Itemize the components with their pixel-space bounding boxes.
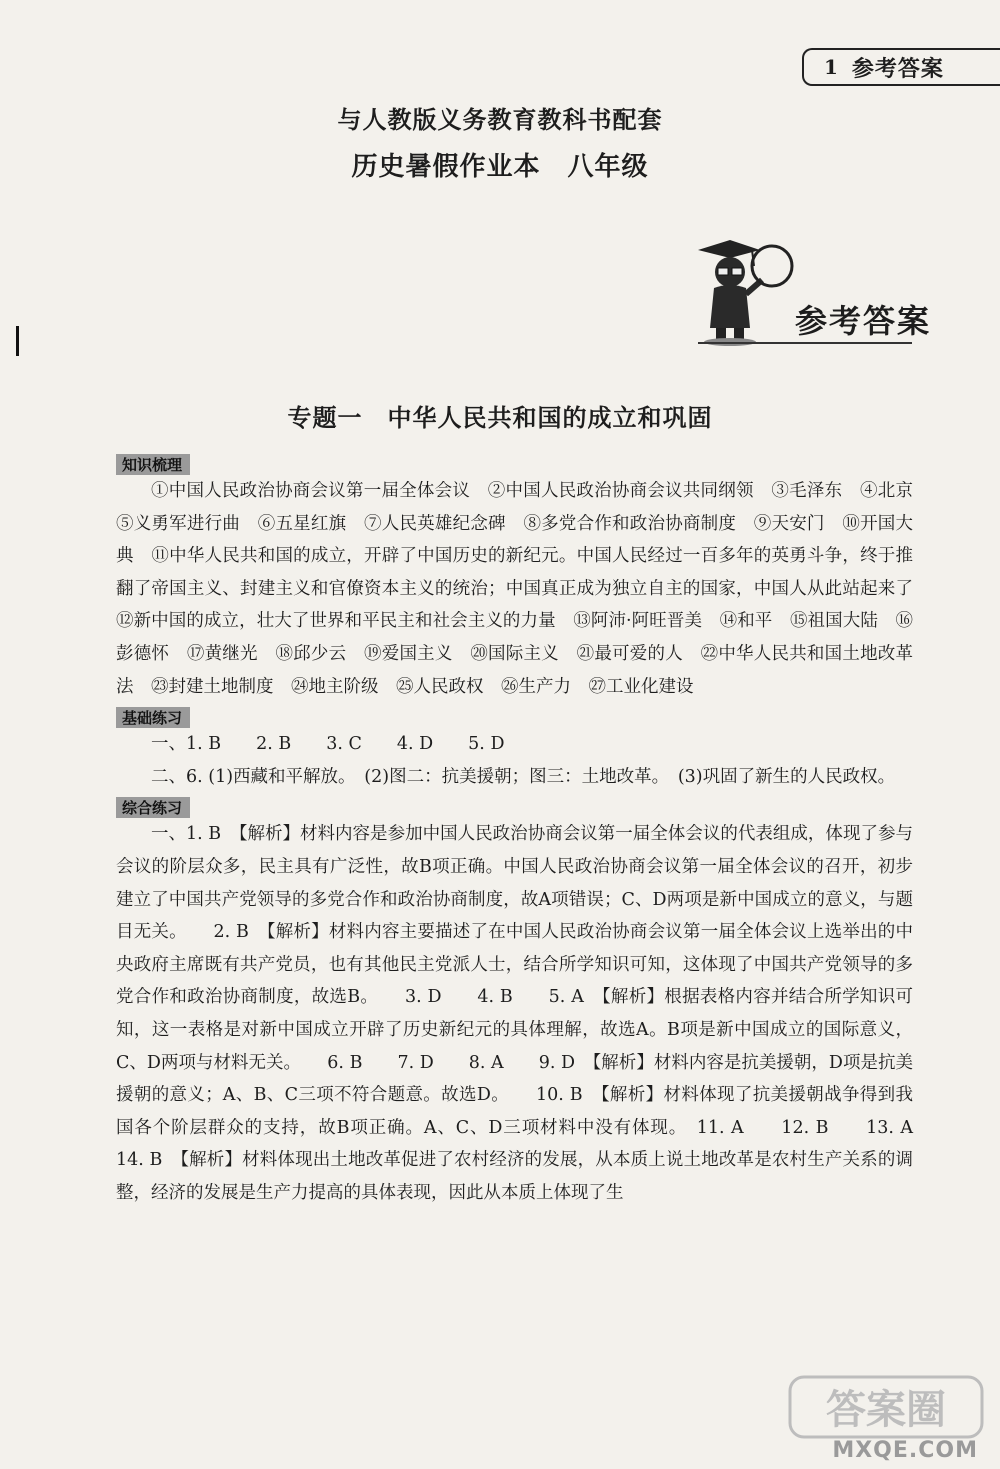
binding-mark [16, 326, 19, 356]
section-comprehensive [116, 795, 948, 1209]
section-label: 基础练习 [116, 707, 190, 728]
section-knowledge [116, 452, 931, 703]
book-subtitle: 与人教版义务教育教科书配套 [337, 105, 663, 134]
comprehensive-text: 一、1. B 【解析】材料内容是参加中国人民政治协商会议第一届全体会议的代表组成，体现了参与会议的阶层众多，民主具有广泛性，故B项正确。中国人民政治协商会议第一届全体会议的召开，初步建立了中国共产党领导的多党合作和政治协商制度，故A项错误；C、D两项是新中国成立的意义，与题目无关。 2. B 【解析】材料内容主要描述了在中国人民政治协商会议第一届全体会议上选举出的中央政府主席既有共产党员，也有其他民主党派人士，结合所学知识可知，这体现了中国共产党领导的多党合作和政治协商制度，故选B。 3. D 4. B 5. A 【解析】根据表格内容并结合所学知识可知，这一表格是对新中国成立开辟了历史新纪元的具体理解，故选A。B项是新中国成立的国际意义，C、D两项与材料无关。 6. B 7. D 8. A 9. D 【解析】材料内容是抗美援朝，D项是抗美援朝的意义；A、B、C三项不符合题意。故选D。 10. B 【解析】材料体现了抗美援朝战争得到我国各个阶层群众的支持，故B项正确。A、C、D三项材料中没有体现。 11. A 12. B 13. A 14. B 【解析】材料体现出土地改革促进了农村经济的发展，从本质上说土地改革是农村生产关系的调整，经济的发展是生产力提高的具体表现，因此从本质上体现了生 [116, 824, 948, 1203]
divider [698, 342, 912, 344]
section-label: 知识梳理 [116, 454, 190, 475]
page-tab-label: 参考答案 [851, 55, 944, 82]
basic-line-1: 一、1. B 2. B 3. C 4. D 5. D [151, 734, 505, 755]
book-title: 历史暑假作业本 八年级 [351, 152, 649, 182]
section-label: 综合练习 [116, 797, 190, 818]
section-basic [116, 705, 913, 793]
answer-logo-text: 参考答案 [795, 302, 932, 340]
content [116, 452, 948, 1211]
svg-text:答案圈: 答案圈 [826, 1387, 946, 1433]
watermark-url: MXQE.COM [832, 1438, 978, 1463]
page-tab [802, 48, 1000, 86]
chapter-title: 专题一 中华人民共和国的成立和巩固 [287, 403, 713, 432]
knowledge-text: ①中国人民政治协商会议第一届全体会议 ②中国人民政治协商会议共同纲领 ③毛泽东 ④北京 ⑤义勇军进行曲 ⑥五星红旗 ⑦人民英雄纪念碑 ⑧多党合作和政治协商制度 ⑨天安门 ⑩开国大典 ⑪中华人民共和国的成立，开辟了中国历史的新纪元。中国人民经过一百多年的英勇斗争，终于推翻了帝国主义、封建主义和官僚资本主义的统治；中国真正成为独立自主的国家，中国人从此站起来了 ⑫新中国的成立，壮大了世界和平民主和社会主义的力量 ⑬阿沛·阿旺晋美 ⑭和平 ⑮祖国大陆 ⑯彭德怀 ⑰黄继光 ⑱邱少云 ⑲爱国主义 ⑳国际主义 ㉑最可爱的人 ㉒中华人民共和国土地改革法 ㉓封建土地制度 ㉔地主阶级 ㉕人民政权 ㉖生产力 ㉗工业化建设 [116, 481, 931, 697]
page-number: 1 [824, 55, 838, 79]
basic-line-2: 二、6. (1)西藏和平解放。 (2)图二：抗美援朝；图三：土地改革。 (3)巩固了新生的人民政权。 [151, 766, 896, 787]
